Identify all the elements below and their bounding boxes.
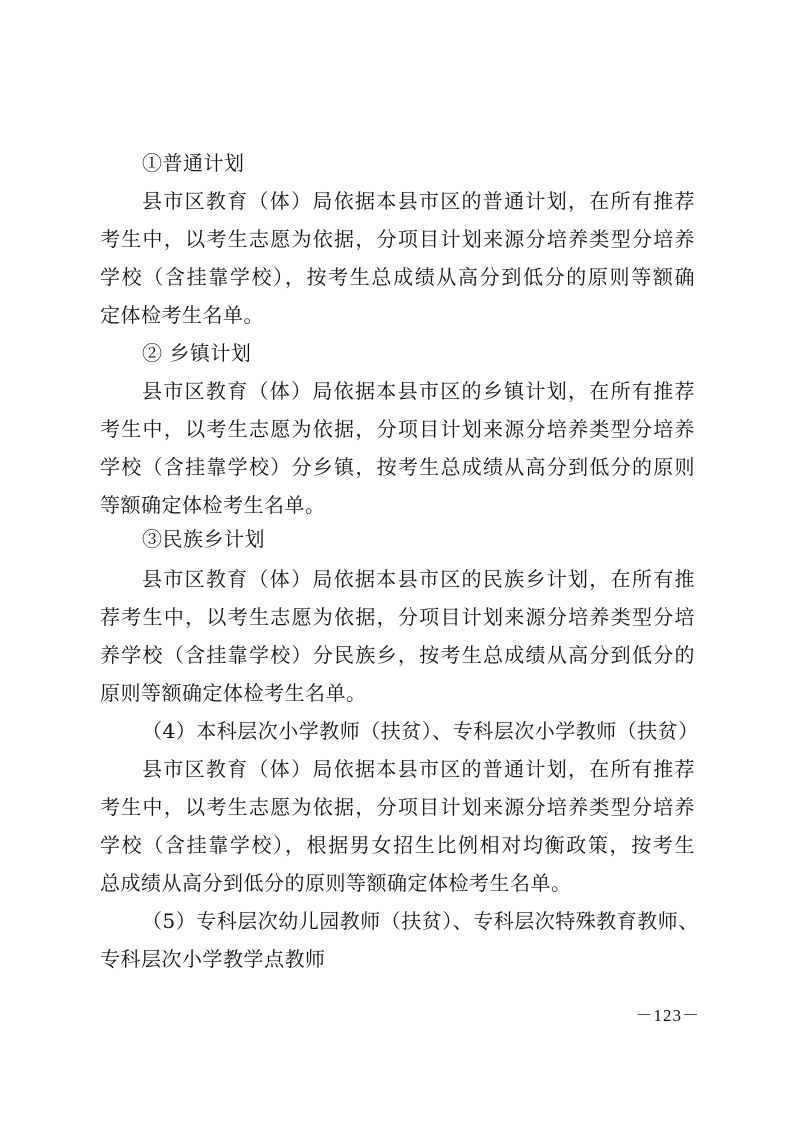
paragraph-line: 县市区教育（体）局依据本县市区的普通计划，在所有推荐 xyxy=(142,757,695,781)
paragraph-line: 定体检考生名单。 xyxy=(100,303,264,327)
page-number: －123－ xyxy=(635,1006,700,1025)
paragraph-line: 县市区教育（体）局依据本县市区的民族乡计划，在所有推 xyxy=(142,567,695,591)
section-heading-4: （4）本科层次小学教师（扶贫）、专科层次小学教师（扶贫） xyxy=(142,719,699,743)
paragraph-line: 学校（含挂靠学校）分乡镇，按考生总成绩从高分到低分的原则 xyxy=(100,455,695,479)
paragraph-line: 学校（含挂靠学校），根据男女招生比例相对均衡政策，按考生 xyxy=(100,833,695,857)
paragraph-line: 考生中，以考生志愿为依据，分项目计划来源分培养类型分培养 xyxy=(100,417,695,441)
section-heading-5: （5）专科层次幼儿园教师（扶贫）、专科层次特殊教育教师、 xyxy=(142,909,699,933)
paragraph-line: 考生中，以考生志愿为依据，分项目计划来源分培养类型分培养 xyxy=(100,227,695,251)
paragraph-line: 原则等额确定体检考生名单。 xyxy=(100,681,367,705)
paragraph-line: 县市区教育（体）局依据本县市区的普通计划，在所有推荐 xyxy=(142,189,695,213)
heading-ethnic-township-plan: ③民族乡计划 xyxy=(142,527,265,551)
heading-general-plan: ①普通计划 xyxy=(142,151,245,175)
paragraph-line: 等额确定体检考生名单。 xyxy=(100,493,326,517)
heading-township-plan: ② 乡镇计划 xyxy=(142,341,252,365)
paragraph-line: 学校（含挂靠学校），按考生总成绩从高分到低分的原则等额确 xyxy=(100,265,695,289)
paragraph-line: 荐考生中，以考生志愿为依据，分项目计划来源分培养类型分培 xyxy=(100,605,695,629)
paragraph-line: 考生中，以考生志愿为依据，分项目计划来源分培养类型分培养 xyxy=(100,795,695,819)
paragraph-line: 专科层次小学教学点教师 xyxy=(100,947,326,971)
paragraph-line: 养学校（含挂靠学校）分民族乡，按考生总成绩从高分到低分的 xyxy=(100,643,695,667)
paragraph-line: 县市区教育（体）局依据本县市区的乡镇计划，在所有推荐 xyxy=(142,379,695,403)
paragraph-line: 总成绩从高分到低分的原则等额确定体检考生名单。 xyxy=(100,871,572,895)
